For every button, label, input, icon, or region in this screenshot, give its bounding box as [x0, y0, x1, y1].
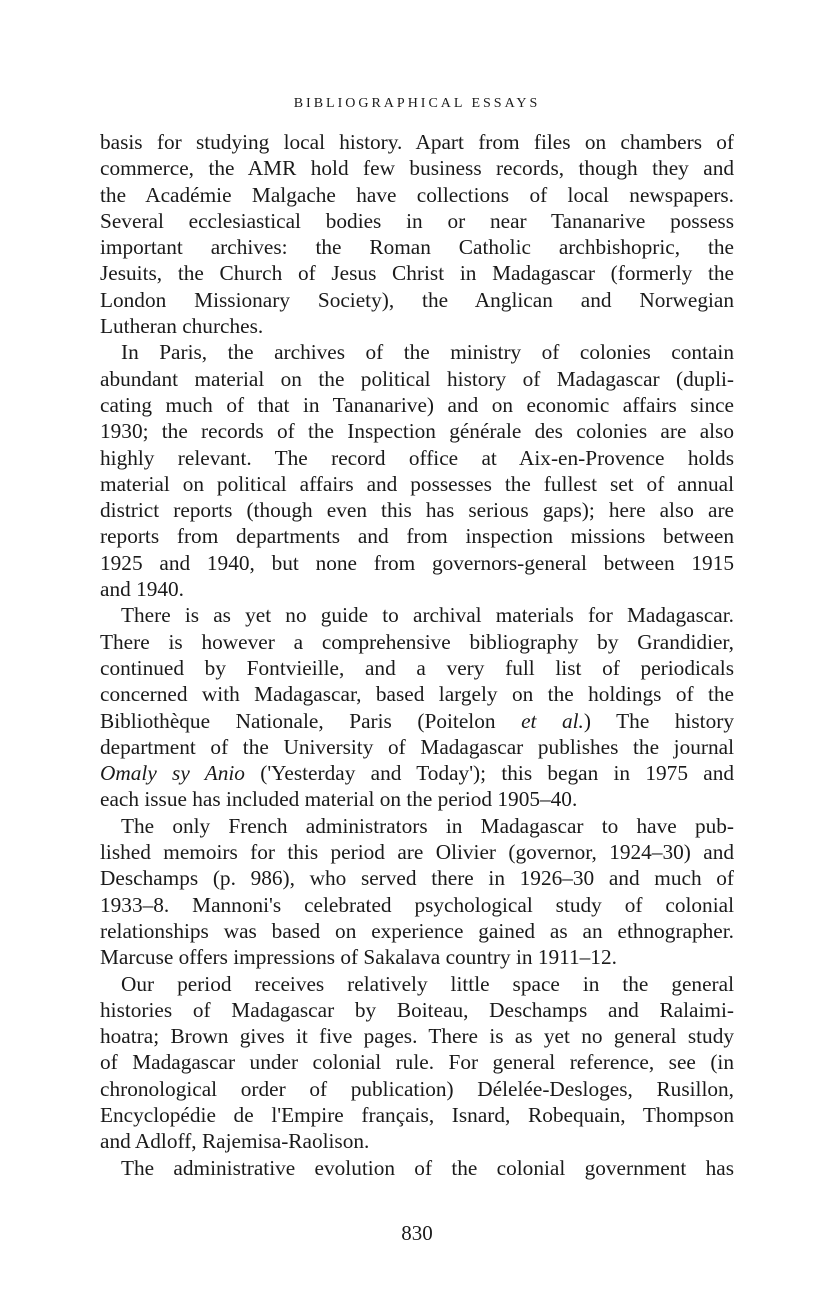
text-line: Deschamps (p. 986), who served there in 1926–30 and much of [100, 866, 734, 891]
text-line: highly relevant. The record office at Aix-en-Provence holds [100, 445, 734, 470]
paragraph [100, 129, 734, 339]
text-line: Marcuse offers impressions of Sakalava country in 1911–12. [100, 945, 617, 970]
paragraph [100, 1155, 734, 1181]
text-line: Omaly sy Anio ('Yesterday and Today'); this began in 1975 and [100, 761, 734, 786]
text-line: basis for studying local history. Apart from files on chambers of [100, 130, 734, 154]
text-line: Several ecclesiastical bodies in or near Tananarive possess [100, 208, 734, 233]
text-line: important archives: the Roman Catholic archbishopric, the [100, 235, 734, 260]
page-number: 830 [401, 1221, 433, 1245]
text-line: and Adloff, Rajemisa-Raolison. [100, 1129, 370, 1154]
text-line: concerned with Madagascar, based largely on the holdings of the [100, 682, 734, 707]
text-line: cating much of that in Tananarive) and on economic affairs since [100, 392, 734, 417]
text-line: There is however a comprehensive bibliography by Grandidier, [100, 629, 734, 654]
italic-text: Omaly sy Anio [100, 761, 245, 786]
text-line: histories of Madagascar by Boiteau, Deschamps and Ralaimi- [100, 997, 734, 1022]
paragraph [100, 813, 734, 971]
paragraph [100, 339, 734, 602]
text-line: continued by Fontvieille, and a very full list of periodicals [100, 655, 734, 680]
text-line: of Madagascar under colonial rule. For general reference, see (in [100, 1050, 734, 1075]
text-line: department of the University of Madagascar publishes the journal [100, 734, 734, 759]
text-line: The administrative evolution of the colonial government has [121, 1155, 734, 1180]
text-line: commerce, the AMR hold few business records, though they and [100, 156, 734, 181]
text-line: Lutheran churches. [100, 314, 264, 339]
text-line: In Paris, the archives of the ministry of colonies contain [121, 340, 734, 365]
text-line: lished memoirs for this period are Olivier (governor, 1924–30) and [100, 840, 734, 865]
text-line: abundant material on the political history of Madagascar (dupli- [100, 366, 734, 391]
text-line: 1930; the records of the Inspection générale des colonies are also [100, 419, 734, 444]
text-line: relationships was based on experience gained as an ethnographer. [100, 918, 734, 943]
text-line: 1933–8. Mannoni's celebrated psychological study of colonial [100, 892, 734, 917]
text-line: hoatra; Brown gives it five pages. There is as yet no general study [100, 1024, 734, 1049]
text-line: 1925 and 1940, but none from governors-general between 1915 [100, 550, 734, 575]
text-line: London Missionary Society), the Anglican and Norwegian [100, 287, 734, 312]
body-text [100, 129, 734, 1181]
text-line: Encyclopédie de l'Empire français, Isnard, Robequain, Thompson [100, 1102, 734, 1127]
paragraph [100, 971, 734, 1155]
text-line: Jesuits, the Church of Jesus Christ in Madagascar (formerly the [100, 261, 734, 286]
text-line: each issue has included material on the period 1905–40. [100, 787, 578, 812]
italic-text: et al. [521, 708, 584, 733]
text-line: chronological order of publication) Délelée-Desloges, Rusillon, [100, 1076, 734, 1101]
running-head: BIBLIOGRAPHICAL ESSAYS [293, 96, 541, 111]
text-line: material on political affairs and possesses the fullest set of annual [100, 471, 734, 496]
paragraph [100, 602, 734, 812]
text-line: and 1940. [100, 577, 184, 602]
text-line: reports from departments and from inspection missions between [100, 524, 734, 549]
text-line: Bibliothèque Nationale, Paris (Poitelon et al.) The history [100, 708, 734, 733]
text-line: district reports (though even this has serious gaps); here also are [100, 498, 734, 523]
text-line: the Académie Malgache have collections of local newspapers. [100, 182, 734, 207]
text-line: The only French administrators in Madagascar to have pub- [121, 813, 734, 838]
text-line: Our period receives relatively little space in the general [121, 971, 734, 996]
text-line: There is as yet no guide to archival materials for Madagascar. [121, 603, 734, 628]
